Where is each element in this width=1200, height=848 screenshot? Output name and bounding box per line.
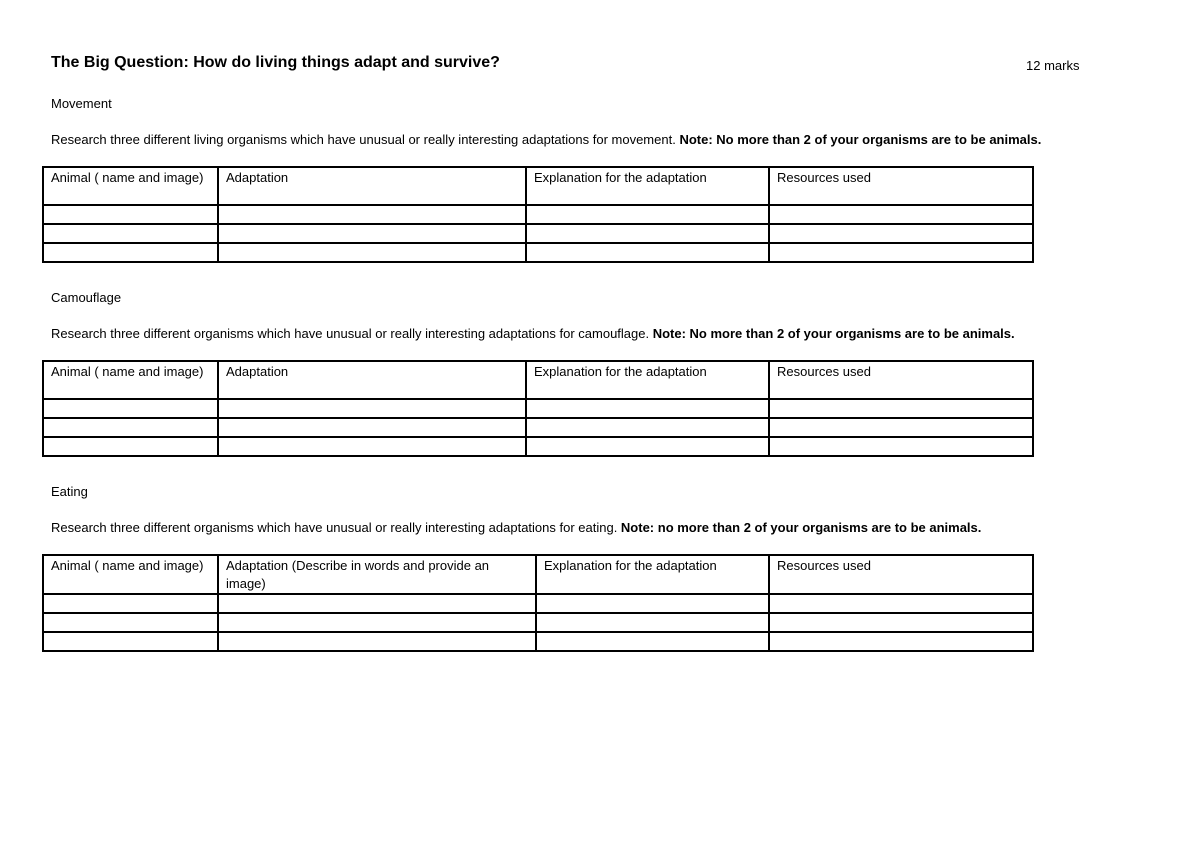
column-header-animal: Animal ( name and image)	[43, 361, 218, 399]
table-cell[interactable]	[526, 399, 769, 418]
table-cell[interactable]	[536, 632, 769, 651]
table-cell[interactable]	[218, 205, 526, 224]
table-cell[interactable]	[218, 418, 526, 437]
table-cell[interactable]	[526, 224, 769, 243]
column-header-adaptation: Adaptation	[218, 167, 526, 205]
table-cell[interactable]	[218, 594, 536, 613]
camouflage-table	[42, 360, 1034, 457]
table-cell[interactable]	[526, 418, 769, 437]
section-instruction-movement	[51, 132, 1041, 147]
column-header-adaptation: Adaptation (Describe in words and provide an image)	[218, 555, 536, 594]
table-cell[interactable]	[769, 613, 1033, 632]
eating-table	[42, 554, 1034, 652]
table-row	[43, 243, 1033, 262]
table-cell[interactable]	[769, 243, 1033, 262]
marks-label: 12 marks	[1026, 58, 1080, 73]
section-heading-movement: Movement	[51, 96, 112, 111]
table-cell[interactable]	[526, 205, 769, 224]
page-title: The Big Question: How do living things adapt and survive?	[51, 54, 500, 71]
movement-table	[42, 166, 1034, 263]
table-row	[43, 224, 1033, 243]
table-cell[interactable]	[218, 437, 526, 456]
column-header-adaptation: Adaptation	[218, 361, 526, 399]
table-cell[interactable]	[526, 437, 769, 456]
table-cell[interactable]	[769, 632, 1033, 651]
table-cell[interactable]	[536, 594, 769, 613]
table-cell[interactable]	[43, 418, 218, 437]
table-header-row	[43, 167, 1033, 205]
column-header-explanation: Explanation for the adaptation	[526, 361, 769, 399]
table-cell[interactable]	[526, 243, 769, 262]
column-header-animal: Animal ( name and image)	[43, 167, 218, 205]
section-instruction-eating	[51, 520, 981, 535]
table-cell[interactable]	[769, 399, 1033, 418]
table-cell[interactable]	[769, 437, 1033, 456]
table-cell[interactable]	[43, 437, 218, 456]
instruction-text: Research three different living organisms which have unusual or really interesting adaptations for movement.	[51, 132, 680, 147]
table-cell[interactable]	[218, 613, 536, 632]
section-heading-camouflage: Camouflage	[51, 290, 122, 305]
column-header-animal: Animal ( name and image)	[43, 555, 218, 594]
table-cell[interactable]	[769, 418, 1033, 437]
table-row	[43, 437, 1033, 456]
table-cell[interactable]	[218, 399, 526, 418]
table-row	[43, 594, 1033, 613]
table-row	[43, 613, 1033, 632]
table-header-row	[43, 361, 1033, 399]
table-cell[interactable]	[769, 205, 1033, 224]
table-cell[interactable]	[43, 594, 218, 613]
table-row	[43, 399, 1033, 418]
table-header-row	[43, 555, 1033, 594]
table-cell[interactable]	[536, 613, 769, 632]
table-cell[interactable]	[218, 632, 536, 651]
instruction-text: Research three different organisms which have unusual or really interesting adaptations for eating.	[51, 520, 621, 535]
table-row	[43, 418, 1033, 437]
instruction-note: Note: no more than 2 of your organisms are to be animals.	[620, 520, 982, 535]
table-cell[interactable]	[769, 224, 1033, 243]
instruction-text: Research three different organisms which have unusual or really interesting adaptations for camouflage.	[51, 326, 653, 341]
table-cell[interactable]	[43, 632, 218, 651]
column-header-resources: Resources used	[769, 555, 1033, 594]
section-heading-eating: Eating	[51, 484, 88, 499]
column-header-resources: Resources used	[769, 361, 1033, 399]
table-cell[interactable]	[43, 613, 218, 632]
instruction-note: Note: No more than 2 of your organisms are to be animals.	[679, 132, 1042, 147]
table-cell[interactable]	[218, 243, 526, 262]
table-cell[interactable]	[43, 243, 218, 262]
instruction-note: Note: No more than 2 of your organisms are to be animals.	[652, 326, 1015, 341]
column-header-resources: Resources used	[769, 167, 1033, 205]
section-instruction-camouflage	[51, 326, 1015, 341]
table-cell[interactable]	[218, 224, 526, 243]
table-cell[interactable]	[769, 594, 1033, 613]
column-header-explanation: Explanation for the adaptation	[536, 555, 769, 594]
table-cell[interactable]	[43, 399, 218, 418]
table-cell[interactable]	[43, 205, 218, 224]
table-row	[43, 632, 1033, 651]
column-header-explanation: Explanation for the adaptation	[526, 167, 769, 205]
table-cell[interactable]	[43, 224, 218, 243]
table-row	[43, 205, 1033, 224]
